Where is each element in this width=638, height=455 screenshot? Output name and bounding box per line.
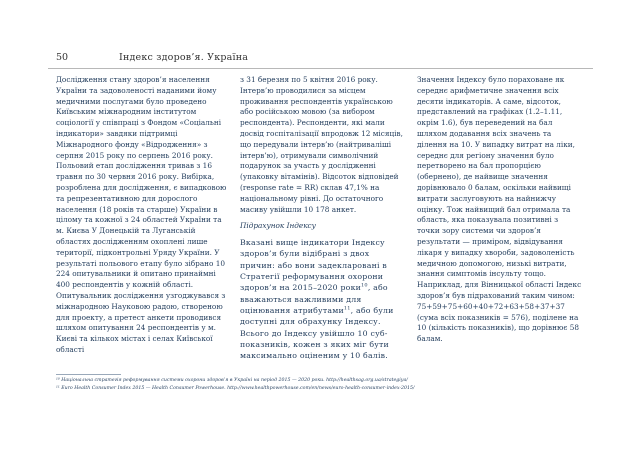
column1-paragraph: Дослідження стану здоров’я населення України та задоволеності наданими йому медичними послугами було проведено Київським міжнародним інститутом соціології у співпраці з Фондом «Соціальні індикатори» завдяки підтримці Міжнародного фонду «Відродження» з серпня 2015 року по серпень 2016 року. Польовий етап дослідження тривав з 16 травня по 30 червня 2016 року. Вибірка, розроблена для дослідження, є випадковою та репрезентативною для дорослого населення (18 років та старше) України в цілому та кожної з 24 областей України та м. Києва У Донецькій та Луганській областях дослідженням охоплені лише території, підконтрольні Уряду України. У результаті польового етапу було зібрано 10 224 опитувальники й опитано принаймні 400 респондентів у кожній області. Опитувальник дослідження узгоджувався з міжнародною Науковою радою, створеною для проекту, а претест анкети проводився шляхом опитування 24 респондентів у м. Києві та кількох містах і селах Київської області <box>56 75 227 354</box>
footnote-ref-10: 10 <box>361 282 368 289</box>
running-title: Індекс здоров’я. Україна <box>119 52 249 63</box>
footnote-ref-11: 11 <box>343 305 351 312</box>
column3-paragraph: Значення Індексу було пораховане як середнє арифметичне значення всіх десяти індикаторів. А саме, відсоток, представлений на графіках (1.2–1.11, окрім 1.6), був переведений на бал шляхом додавання всіх значень та ділення на 10. У випадку витрат на ліки, середнє для регіону значення було перетворено на бал пропорцією (обернено), де найвище значення дорівнювало 0 балам, оскільки найвищі витрати заслуговують на найнижчу оцінку. Тож найвищий бал отримала та область, яка показувала позитивні з точки зору системи чи здоров’я результати — приміром, відвідування лікаря у випадку хвороби, задоволеність медичною допомогою, низькі витрати, знання симптомів інсульту тощо. Наприклад, для Вінницької області Індекс здоров’я був підрахований таким чином: 75+59+75+60+40+72+63+58+37+37 (сума всіх показників = 576), поділене на 10 (кількість показників), що дорівнює 58 балам. <box>417 75 582 344</box>
text-column-2 <box>240 75 406 361</box>
text-column-3 <box>417 75 582 345</box>
paragraph2-part-c: , або були доступні для обрахунку Індексу. Всього до Індексу увійшло 10 суб-показників, кожен з яких міг бути максимально оціненим у 10 балів. <box>240 305 394 361</box>
paragraph2-part-a: Вказані вище індикатори Індексу здоров’я були відібрані з двох причин: або вони задекларовані в Стратегії реформування охорони здоров’я на 2015–2020 роки <box>240 238 387 293</box>
section-subheading: Підрахунок Індексу <box>240 221 316 231</box>
footnote-10: ¹⁰ Національна стратегія реформування системи охорони здоров’я в Україні на період 2015 — 2020 роки. http://healthsag.org.ua/strategiya/ <box>56 378 408 383</box>
text-column-1 <box>56 75 230 356</box>
paragraph2-part-b: , або вважаються важливими для оцінювання атрибутами <box>240 283 388 315</box>
footnotes <box>56 377 596 393</box>
footnote-11: ¹¹ Euro Health Consumer Index 2015 — Health Consumer Powerhouse. http://www.healthpowerhouse.com/en/news/euro-health-consumer-index-2015/ <box>56 385 415 391</box>
column2-paragraph-2 <box>240 237 406 361</box>
column2-paragraph: з 31 березня по 5 квітня 2016 року. Інтерв’ю проводилися за місцем проживання респондентів українською або російською мовою (за вибором респондента). Респонденти, які мали досвід госпіталізації впродовж 12 місяців, що передували інтерв’ю (найтриваліші інтерв’ю), отримували символічний подарунок за участь у дослідженні (упаковку вітамінів). Відсоток відповідей (response rate = RR) склав 47,1% на національному рівні. До остаточного масиву увійшли 10 178 анкет. <box>240 75 403 214</box>
footnote-divider <box>56 374 121 375</box>
page-header <box>48 50 593 70</box>
header-divider <box>48 68 593 69</box>
page-number: 50 <box>56 52 69 63</box>
